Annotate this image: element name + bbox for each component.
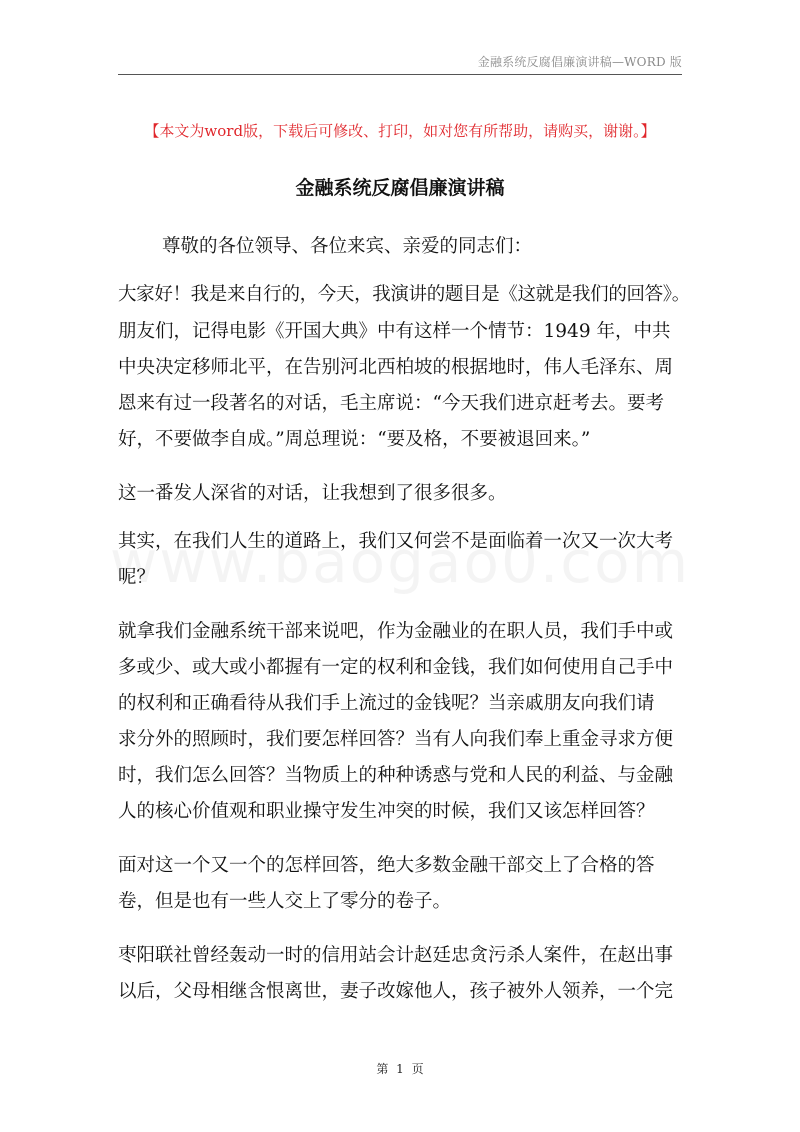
page-number: 1 bbox=[396, 1062, 404, 1076]
body-line: 求分外的照顾时，我们要怎样回答？当有人向我们奉上重金寻求方便 bbox=[118, 729, 674, 750]
body-line: 朋友们，记得电影《开国大典》中有这样一个情节：1949 年，中共 bbox=[118, 321, 671, 342]
body-line: 好，不要做李自成。”周总理说：“要及格，不要被退回来。” bbox=[118, 429, 591, 450]
document-title: 金融系统反腐倡廉演讲稿 bbox=[295, 177, 505, 199]
body-line: 中央决定移师北平，在告别河北西柏坡的根据地时，伟人毛泽东、周 bbox=[118, 357, 674, 378]
body-line: 的权利和正确看待从我们手上流过的金钱呢？当亲戚朋友向我们请 bbox=[118, 693, 655, 714]
body-line: 枣阳联社曾经轰动一时的信用站会计赵廷忠贪污杀人案件，在赵出事 bbox=[118, 945, 674, 966]
page-footer bbox=[0, 1060, 800, 1077]
body-line: 恩来有过一段著名的对话，毛主席说：“今天我们进京赶考去。要考 bbox=[118, 393, 664, 414]
body-line: 呢？ bbox=[118, 567, 156, 588]
body-line: 人的核心价值观和职业操守发生冲突的时候，我们又该怎样回答？ bbox=[118, 801, 655, 822]
body-line: 大家好！我是来自行的，今天，我演讲的题目是《这就是我们的回答》。 bbox=[118, 284, 690, 305]
salutation-line: 尊敬的各位领导、各位来宾、亲爱的同志们： bbox=[162, 236, 533, 257]
header-divider bbox=[118, 74, 682, 75]
purchase-notice: 【本文为word版，下载后可修改、打印，如对您有所帮助，请购买，谢谢。】 bbox=[144, 122, 656, 140]
running-header: 金融系统反腐倡廉演讲稿—WORD 版 bbox=[477, 55, 682, 69]
body-line: 其实，在我们人生的道路上，我们又何尝不是面临着一次又一次大考 bbox=[118, 531, 674, 552]
footer-prefix: 第 bbox=[376, 1062, 389, 1076]
body-line: 多或少、或大或小都握有一定的权利和金钱，我们如何使用自己手中 bbox=[118, 657, 674, 678]
body-line: 面对这一个又一个的怎样回答，绝大多数金融干部交上了合格的答 bbox=[118, 855, 655, 876]
body-line: 这一番发人深省的对话，让我想到了很多很多。 bbox=[118, 483, 507, 504]
body-line: 就拿我们金融系统干部来说吧，作为金融业的在职人员，我们手中或 bbox=[118, 621, 674, 642]
footer-suffix: 页 bbox=[411, 1062, 424, 1076]
body-line: 卷，但是也有一些人交上了零分的卷子。 bbox=[118, 891, 452, 912]
body-line: 时，我们怎么回答？当物质上的种种诱惑与党和人民的利益、与金融 bbox=[118, 765, 674, 786]
body-line: 以后，父母相继含恨离世，妻子改嫁他人，孩子被外人领养，一个完 bbox=[118, 981, 674, 1002]
